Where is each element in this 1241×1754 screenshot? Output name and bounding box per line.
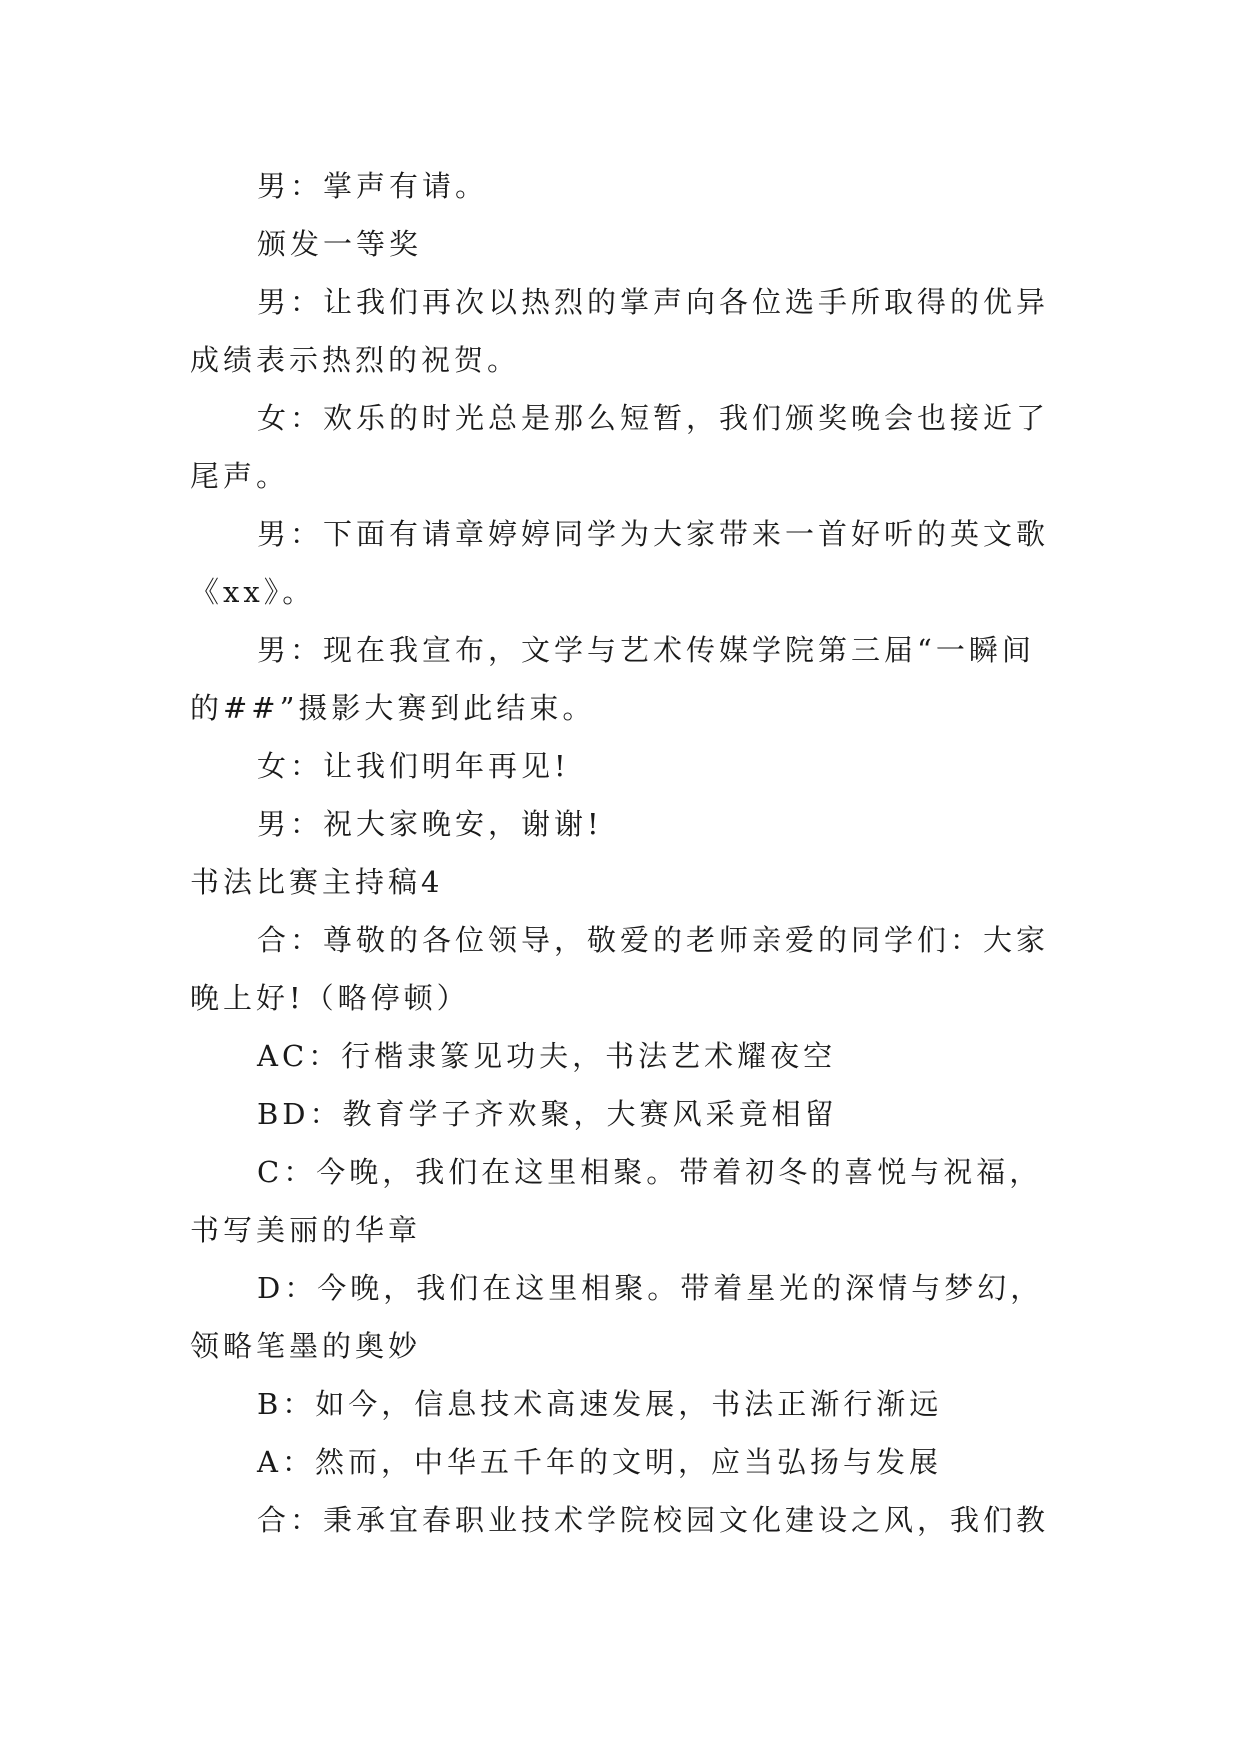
text-line: 合：秉承宜春职业技术学院校园文化建设之风，我们教 <box>257 1503 1050 1537</box>
text-line: 男：让我们再次以热烈的掌声向各位选手所取得的优异 <box>257 285 1050 319</box>
text-line: 女：欢乐的时光总是那么短暂，我们颁奖晚会也接近了 <box>257 401 1050 435</box>
text-line: BD：教育学子齐欢聚，大赛风采竟相留 <box>257 1097 838 1131</box>
text-line: AC：行楷隶篆见功夫，书法艺术耀夜空 <box>257 1039 837 1073</box>
text-line: 领略笔墨的奥妙 <box>190 1329 422 1363</box>
text-line: 合：尊敬的各位领导，敬爱的老师亲爱的同学们：大家 <box>257 923 1050 957</box>
text-line: 晚上好!（略停顿） <box>190 981 470 1015</box>
text-line: 男：现在我宣布，文学与艺术传媒学院第三届“一瞬间 <box>257 633 1035 667</box>
text-line: C：今晚，我们在这里相聚。带着初冬的喜悦与祝福， <box>257 1155 1043 1189</box>
text-line: A：然而，中华五千年的文明，应当弘扬与发展 <box>257 1445 942 1479</box>
text-line: 颁发一等奖 <box>257 227 423 261</box>
text-line: 男：掌声有请。 <box>257 169 489 203</box>
section-heading: 书法比赛主持稿4 <box>190 865 444 899</box>
text-line: 尾声。 <box>190 459 290 493</box>
text-line: D：今晚，我们在这里相聚。带着星光的深情与梦幻， <box>257 1271 1044 1305</box>
text-line: 成绩表示热烈的祝贺。 <box>190 343 521 377</box>
text-line: 女：让我们明年再见! <box>257 749 570 783</box>
text-line: 男：祝大家晚安，谢谢! <box>257 807 603 841</box>
text-line: 男：下面有请章婷婷同学为大家带来一首好听的英文歌 <box>257 517 1050 551</box>
text-line: 书写美丽的华章 <box>190 1213 422 1247</box>
text-line: 《xx》。 <box>190 575 316 609</box>
text-line: B：如今，信息技术高速发展，书法正渐行渐远 <box>257 1387 943 1421</box>
text-line: 的##”摄影大赛到此结束。 <box>190 691 596 725</box>
